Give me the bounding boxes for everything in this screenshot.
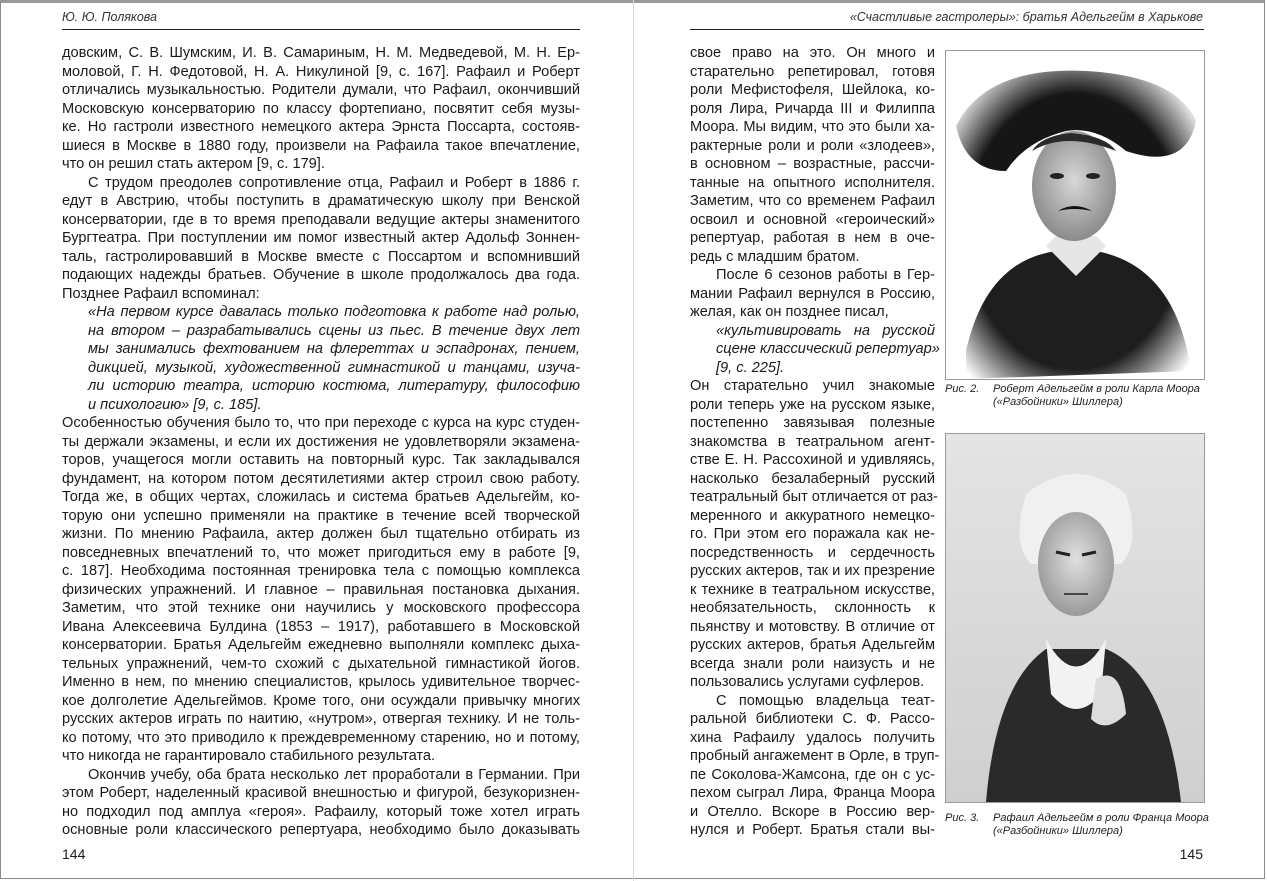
paragraph [62,766,580,840]
text-line: консерватории, где в то время преподавали ведущие актеры знаменитого [62,211,580,228]
figure-2-caption-line: («Разбойники» Шиллера) [993,396,1123,408]
text-line: С трудом преодолев сопротивление отца, Рафаил и Роберт в 1886 г. [88,174,580,191]
text-line: основные роли классического репертуара, необходимо было доказывать [62,822,580,838]
text-line: Заметим, что этой технике они научились у московского профессора [62,600,580,616]
text-line: «На первом курсе давалась только подготовка к работе над ролью, [88,304,580,320]
text-line: нулся и Роберт. Братья стали вы- [690,822,935,838]
text-line: всегда знали роли наизусть и не [690,655,935,672]
figure-2-caption-line: Роберт Адельгейм в роли Карла Моора [993,383,1200,395]
text-line: Заметим, что со временем Рафаил [690,193,935,209]
text-line: жизни. По мнению Рафаила, актер должен был тщательно отбирать из [62,526,580,542]
text-line: посредственность и сердечность [690,544,935,561]
book-gutter [633,0,634,881]
text-line: сцене классический репертуар» [716,341,940,357]
paragraph [690,377,938,692]
block-quote [62,303,580,414]
text-line: подающих надежды братьев. Обучение в школе продолжалось два года. [62,267,580,283]
text-line: едут в Австрию, чтобы поступить в драматическую школу при Венской [62,193,580,209]
text-line: ли историю театра, историю костюма, литературу, философию [88,378,580,394]
text-line: шиеся в Москве в 1880 году, произвели на Рафаила такое впечатление, [62,137,580,154]
text-line: русских актеров, так и их презрение [690,563,935,579]
text-line: пехом сыграл Лира, Франца Моора [690,785,935,801]
text-line: Позднее Рафаил вспоминал: [62,285,260,302]
text-line: танные на опытного исполнителя. [690,174,935,191]
right-running-head: «Счастливые гастролеры»: братья Адельгейм в Харькове [849,10,1203,24]
text-line: Именно в нем, по мнению специалистов, крылось удивительное творчес- [62,674,580,690]
text-line: пьянству и мотовству. В отличие от [690,618,935,635]
text-line: что никогда не гарантировало стабильного результата. [62,748,436,764]
text-line: рактерные роли и роли «злодеев», [690,137,935,154]
text-line: театральный быт отличается от раз- [690,489,938,505]
figure-3-caption [945,812,1209,842]
text-line: ке. Но гастроли известного немецкого актера Эрнста Поссарта, состояв- [62,119,580,135]
text-line: репертуар, работая в нем в оче- [690,230,935,246]
text-line: в основном – возрастные, рассчи- [690,156,935,172]
text-line: и Отелло. Вскоре в Россию вер- [690,803,935,820]
text-line: отличались музыкальностью. Родители думали, что Рафаил, окончивший [62,82,580,98]
text-line: тельных упражнений, чем-то схожий с дыхательной гимнастикой йогов. [62,655,580,672]
text-line: Он старательно учил знакомые [690,378,935,394]
text-line: торую они успешно применяли на практике в течение всей творческой [62,507,580,524]
text-line: таль, гастролировавший в Москве вместе с Поссартом и вспомнивший [62,248,580,265]
text-line: насколько безалаберный русский [690,470,935,487]
text-line: Ивана Алексеевича Булдина (1853 – 1917), работавшего в Московской [62,618,580,635]
right-page-number: 145 [1179,846,1203,862]
left-header-rule [62,29,580,30]
text-line: «культивировать на русской [716,322,935,339]
figure-2-caption [945,383,1205,413]
text-line: русских актеров играть по наитию, «нутром», отвергая технику. И не толь- [62,711,580,727]
left-page-number: 144 [62,846,86,862]
text-line: повседневных впечатлений то, что может пригодиться ему в работе [9, [62,544,580,561]
text-line: го. При этом его поражала как не- [690,526,935,542]
paragraph [62,414,580,766]
text-line: роля Лира, Ричарда III и Филиппа [690,100,935,117]
paragraph [690,266,935,322]
right-page-text [690,44,940,840]
text-line: [9, с. 225]. [716,359,785,376]
text-line: на втором – разрабатывались сцены из пьес. В течение двух лет [88,322,580,339]
text-line: знакомства в театральном агент- [690,433,935,450]
text-line: роли Мефистофеля, Шейлока, ко- [690,82,935,98]
left-page-text [62,44,580,840]
text-line: роли теперь уже на русском языке, [690,396,935,413]
text-line: Бургтеатра. При поступлении им помог известный актер Адольф Зоннен- [62,230,580,246]
figure-2-photo-robert [945,50,1205,380]
text-line: хина Рафаилу удалось получить [690,729,935,746]
text-line: ко потому, что это приводило к преждевременному старению, но и потому, [62,729,580,746]
text-line: Моора. Мы видим, что это были ха- [690,119,935,135]
paragraph [690,44,935,266]
text-line: мании Рафаил вернулся в Россию, [690,285,935,302]
paragraph [690,692,940,840]
text-line: меренного и аккуратного немецко- [690,507,935,524]
text-line: кое долголетие Адельгеймов. Кроме того, они осуждали привычку многих [62,692,580,709]
right-header-rule [690,29,1204,30]
text-line: торов, учащегося могли оставить на повторный курс. Так закладывался [62,452,580,468]
figure-3-photo-rafail [945,433,1205,803]
block-quote [690,322,940,378]
paragraph [62,44,580,174]
text-line: стве Е. Н. Рассохиной и удивляясь, [690,452,935,468]
figure-3-caption-line: («Разбойники» Шиллера) [993,825,1123,837]
text-line: довским, С. В. Шумским, И. В. Самариным, Н. М. Медведевой, М. Н. Ер- [62,45,580,61]
text-line: дикцией, музыкой, художественной гимнастикой и танцами, изуча- [88,359,580,376]
text-line: старательно репетировал, готовя [690,63,935,80]
text-line: консерватории. Братья Адельгейм ежедневно выполняли комплекс дыха- [62,637,580,653]
text-line: с. 187]. Необходима постоянная тренировка тела с помощью комплекса [62,563,580,579]
figure-3-label: Рис. 3. [945,812,980,824]
text-line: пользовались услугами суфлеров. [690,674,925,690]
text-line: русских актеров, братья Адельгейм [690,637,935,653]
text-line: освоил и основной «героический» [690,211,935,228]
text-line: свое право на это. Он много и [690,45,935,61]
text-line: Московскую консерваторию по классу фортепиано, посвятит себя музы- [62,100,580,117]
text-line: физических упражнений. И главное – правильная постановка дыхания. [62,581,580,598]
text-line: После 6 сезонов работы в Гер- [716,267,935,283]
text-line: этом Роберт, наделенный красивой внешностью и фигурой, безукоризнен- [62,785,580,801]
text-line: постепенно завязывая полезные [690,415,935,431]
text-line: пробный ангажемент в Орле, в труп- [690,748,940,764]
text-line: желая, как он позднее писал, [690,304,889,320]
text-line: Тогда же, в общих чертах, сложилась и система братьев Адельгейм, ко- [62,489,580,505]
text-line: редь с младшим братом. [690,248,860,265]
text-line: мы занимались фехтованием на флереттах и эспадронах, пением, [88,341,580,357]
text-line: но подходил под амплуа «героя». Рафаилу, который тоже хотел играть [62,803,580,820]
text-line: моловой, Г. Н. Федотовой, Н. А. Никулиной [9, с. 167]. Рафаил и Роберт [62,63,580,80]
figure-2-label: Рис. 2. [945,383,980,395]
text-line: фундамент, на котором потом десятилетиями актер строил свою работу. [62,470,580,487]
text-line: пе Соколова-Жамсона, где он с ус- [690,766,935,783]
paragraph [62,174,580,304]
text-line: ты держали экзамены, и если их достижения не удовлетворяли экзамена- [62,433,580,450]
text-line: Окончив учебу, оба брата несколько лет проработали в Германии. При [88,766,580,783]
text-line: ральной библиотеки С. Ф. Рассо- [690,711,935,727]
text-line: что он решил стать актером [9, с. 179]. [62,156,325,172]
figure-3-caption-line: Рафаил Адельгейм в роли Франца Моора [993,812,1209,824]
text-line: С помощью владельца теат- [716,692,935,709]
text-line: и психологию» [9, с. 185]. [88,396,262,413]
text-line: необязательность, склонность к [690,600,935,616]
left-running-head: Ю. Ю. Полякова [62,10,157,24]
text-line: Особенностью обучения было то, что при переходе с курса на курс студен- [62,415,580,431]
text-line: к технике в театральном искусстве, [690,581,935,598]
